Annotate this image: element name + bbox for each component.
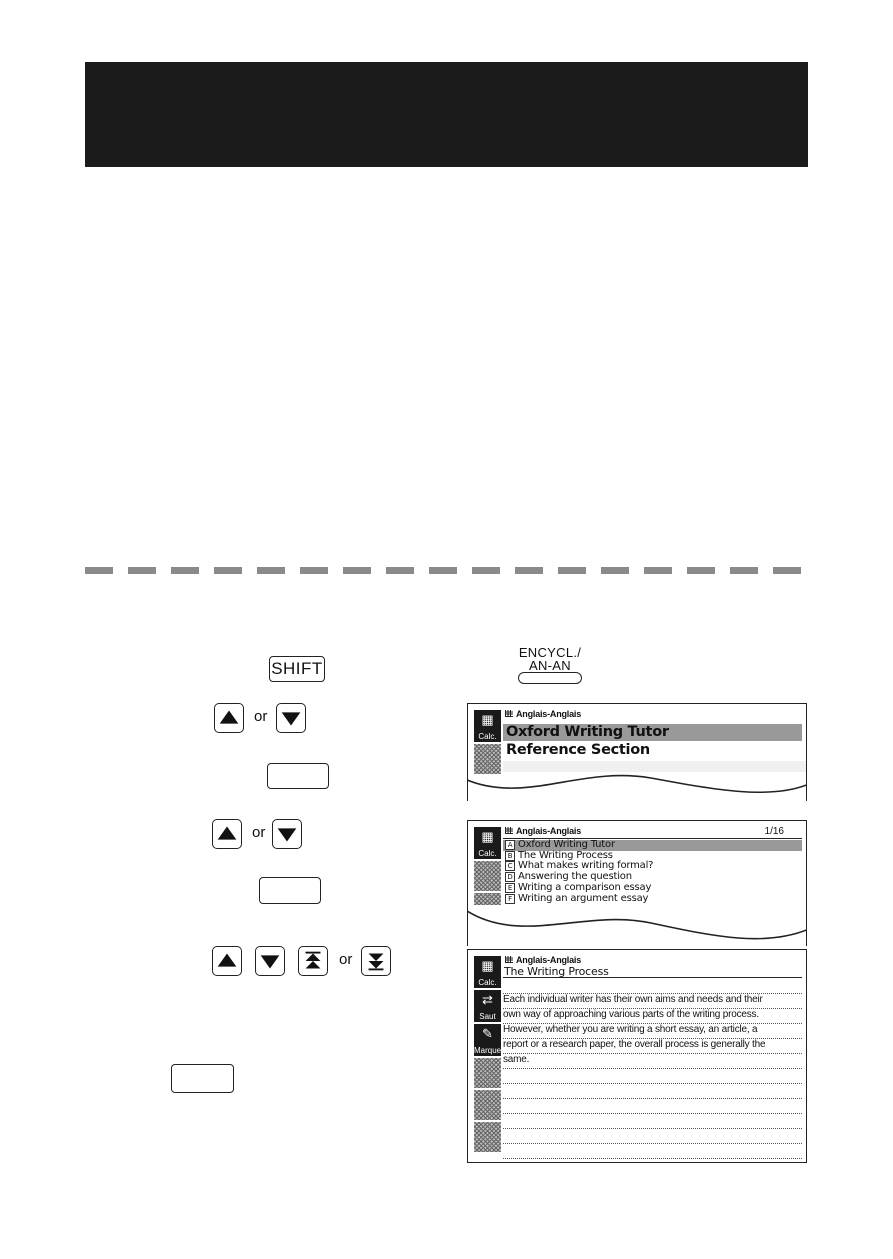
up-arrow-icon — [213, 947, 241, 975]
up-arrow-key-2[interactable] — [212, 819, 242, 849]
article-heading: The Writing Process — [504, 965, 609, 978]
calc-label: Calc. — [478, 849, 497, 858]
screen-contents-list — [467, 820, 807, 946]
text-line — [503, 1143, 802, 1159]
saut-button[interactable] — [474, 990, 501, 1022]
page-down-key[interactable] — [361, 946, 391, 976]
calc-label: Calc. — [478, 978, 497, 987]
down-arrow-icon — [256, 947, 284, 975]
dashed-divider — [85, 567, 808, 574]
item-letter: C — [505, 861, 515, 871]
text-line — [503, 1113, 802, 1129]
calculator-icon: ▦ — [481, 958, 494, 973]
calc-button[interactable] — [474, 956, 501, 988]
side-panel — [474, 956, 504, 1154]
item-letter: F — [505, 894, 515, 904]
item-text: The Writing Process — [518, 849, 613, 861]
screen-article — [467, 949, 807, 1163]
item-text: Answering the question — [518, 871, 632, 883]
execute-key[interactable] — [267, 763, 329, 789]
calc-label: Calc. — [478, 732, 497, 741]
down-arrow-icon — [277, 704, 305, 732]
item-text: Writing an argument essay — [518, 892, 649, 904]
side-pattern — [474, 1058, 501, 1088]
up-arrow-key[interactable] — [214, 703, 244, 733]
encycl-label-line1: ENCYCL./ — [518, 645, 582, 660]
dictionary-icon — [505, 956, 513, 963]
text-line — [503, 1128, 802, 1144]
jump-icon: ⇄ — [482, 992, 493, 1007]
page-down-icon — [362, 947, 390, 975]
side-panel — [474, 827, 501, 907]
calc-button[interactable] — [474, 710, 501, 742]
side-pattern — [474, 861, 501, 891]
text-line: However, whether you are writing a short essay, an article, a — [503, 1023, 802, 1039]
screen-title — [505, 709, 581, 719]
text-line — [503, 1098, 802, 1114]
screen-title-text: Anglais-Anglais — [516, 955, 582, 965]
marker-pen-icon: ✎ — [482, 1026, 493, 1041]
shift-key[interactable] — [269, 656, 325, 682]
page-indicator: 1/16 — [764, 826, 784, 837]
up-arrow-icon — [215, 704, 243, 732]
text-line: Each individual writer has their own aims and needs and their — [503, 993, 802, 1009]
text-line — [503, 1083, 802, 1099]
calculator-icon: ▦ — [481, 829, 494, 844]
item-text: Oxford Writing Tutor — [518, 839, 615, 850]
dictionary-icon — [505, 827, 513, 834]
down-arrow-key[interactable] — [276, 703, 306, 733]
torn-edge — [467, 772, 807, 801]
back-key[interactable] — [171, 1064, 234, 1093]
torn-edge — [467, 907, 807, 946]
calc-button[interactable] — [474, 827, 501, 859]
encycl-key[interactable] — [518, 672, 582, 684]
marquer-button[interactable] — [474, 1024, 504, 1056]
menu-item-reference[interactable]: Reference Section — [506, 742, 650, 758]
screen-shade — [503, 761, 806, 772]
marquer-label: Marquer — [474, 1046, 504, 1055]
down-arrow-key-2[interactable] — [272, 819, 302, 849]
screen-title — [505, 826, 581, 836]
text-line — [503, 1068, 802, 1084]
item-text: What makes writing formal? — [518, 860, 654, 872]
side-pattern — [474, 744, 501, 774]
encycl-key-label — [512, 646, 588, 672]
article-body — [503, 978, 802, 1158]
item-letter: B — [505, 851, 515, 861]
or-label: or — [254, 708, 268, 725]
list-item[interactable] — [503, 894, 802, 905]
text-line: same. — [503, 1053, 802, 1069]
screen-title-text: Anglais-Anglais — [516, 826, 582, 836]
page-up-icon — [299, 947, 327, 975]
up-arrow-key-3[interactable] — [212, 946, 242, 976]
down-arrow-icon — [273, 820, 301, 848]
screen-dictionary-menu — [467, 703, 807, 801]
item-text: Writing a comparison essay — [518, 881, 652, 893]
side-pattern — [474, 1122, 501, 1152]
header-bar — [85, 62, 808, 167]
calculator-icon: ▦ — [481, 712, 494, 727]
or-label-3: or — [339, 951, 353, 968]
side-pattern — [474, 1090, 501, 1120]
text-line — [503, 978, 802, 994]
encycl-label-line2: AN-AN — [529, 658, 571, 673]
item-letter: A — [505, 840, 515, 850]
up-arrow-icon — [213, 820, 241, 848]
item-letter: D — [505, 872, 515, 882]
saut-label: Saut — [479, 1012, 496, 1021]
contents-list — [503, 840, 802, 906]
screen-title-text: Anglais-Anglais — [516, 709, 582, 719]
or-label-2: or — [252, 824, 266, 841]
text-line: report or a research paper, the overall process is generally the — [503, 1038, 802, 1054]
dictionary-icon — [505, 710, 513, 717]
side-panel — [474, 710, 501, 776]
down-arrow-key-3[interactable] — [255, 946, 285, 976]
menu-item-oxford[interactable]: Oxford Writing Tutor — [503, 724, 802, 741]
page-up-key[interactable] — [298, 946, 328, 976]
item-letter: E — [505, 883, 515, 893]
execute-key-2[interactable] — [259, 877, 321, 904]
screen-title — [505, 955, 581, 965]
shift-key-label: SHIFT — [271, 659, 323, 678]
text-line: own way of approaching various parts of the writing process. — [503, 1008, 802, 1024]
side-pattern — [474, 893, 501, 905]
